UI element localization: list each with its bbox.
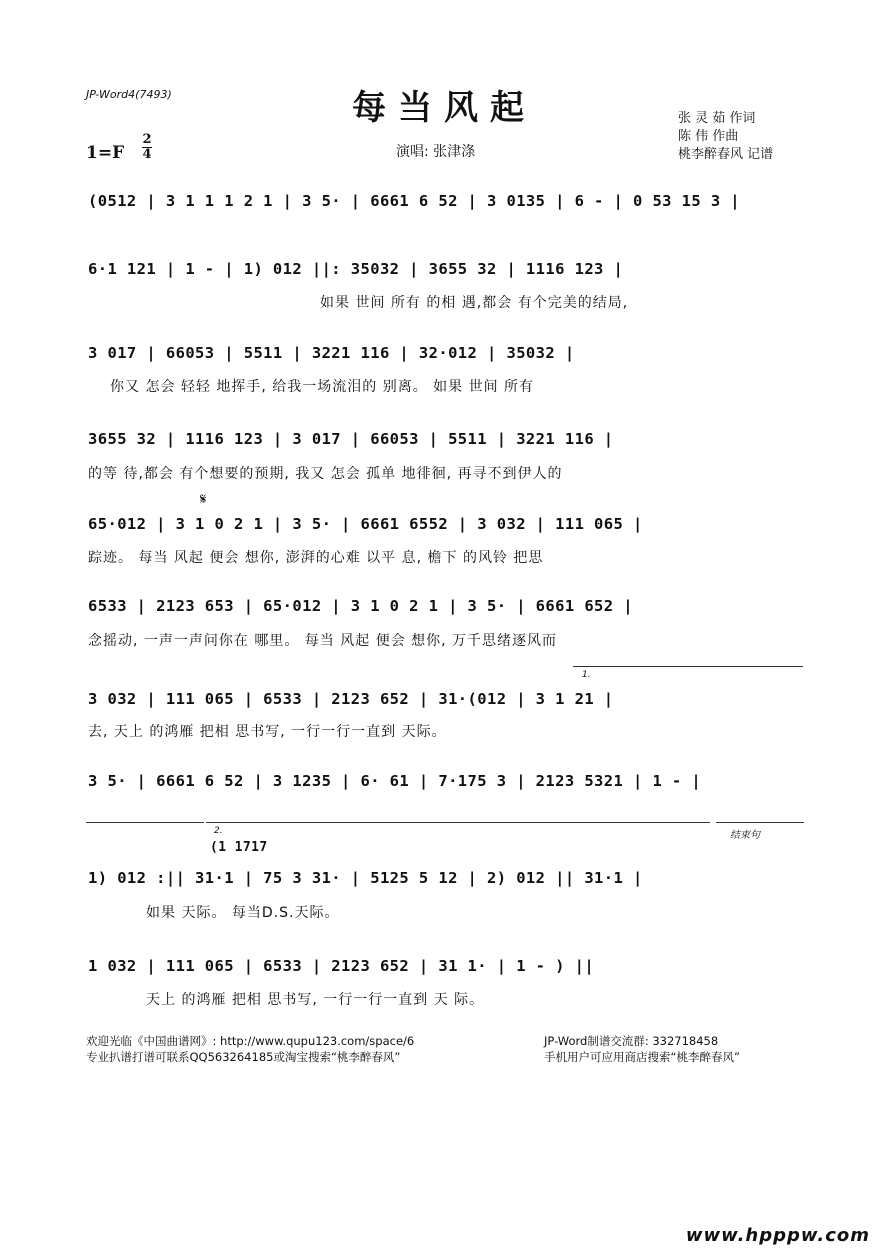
lyrics-line-4: 的等 待,都会 有个想要的预期, 我又 怎会 孤单 地徘徊, 再寻不到伊人的 xyxy=(88,466,563,482)
composer-credit: 陈 伟 作曲 xyxy=(678,129,739,144)
notation-line-4: 3655 32 | 1116 123 | 3 017 | 66053 | 5511 | 3221 116 | xyxy=(88,430,614,448)
lyrics-line-3: 你又 怎会 轻轻 地挥手, 给我一场流泪的 别离。 如果 世间 所有 xyxy=(110,379,535,395)
volta-1-label: 1. xyxy=(582,670,591,680)
segno-sign: 𝄋 xyxy=(200,490,207,508)
notation-line-10: 1 032 | 111 065 | 6533 | 2123 652 | 31 1· | 1 - ) || xyxy=(88,957,595,975)
lyrics-line-5: 踪迹。 每当 风起 便会 想你, 澎湃的心难 以平 息, 檐下 的风铃 把思 xyxy=(88,550,544,566)
singer-credit: 演唱: 张津涤 xyxy=(396,144,476,160)
coda-label: 结束句 xyxy=(730,830,760,841)
lyrics-line-7: 去, 天上 的鸿雁 把相 思书写, 一行一行一直到 天际。 xyxy=(88,724,447,740)
volta-tail-rule xyxy=(86,822,204,823)
footer-group-info: JP-Word制谱交流群: 332718458 xyxy=(544,1034,719,1048)
volta-2-label: 2. xyxy=(214,826,223,836)
notation-line-3: 3 017 | 66053 | 5511 | 3221 116 | 32·012 | 35032 | xyxy=(88,344,575,362)
meter-bottom: 4 xyxy=(142,147,152,162)
song-title: 每当风起 xyxy=(352,88,536,128)
volta-1-bracket xyxy=(573,666,803,667)
notation-line-2: 6·1 121 | 1 - | 1) 012 ||: 35032 | 3655 32 | 1116 123 | xyxy=(88,260,624,278)
notation-line-6: 6533 | 2123 653 | 65·012 | 3 1 0 2 1 | 3 5· | 6661 652 | xyxy=(88,597,633,615)
notation-line-9: 1) 012 :|| 31·1 | 75 3 31· | 5125 5 12 | 2) 012 || 31·1 | xyxy=(88,869,643,887)
lyrics-line-6: 念摇动, 一声一声问你在 哪里。 每当 风起 便会 想你, 万千思绪逐风而 xyxy=(88,633,558,649)
alternate-notes: (1 1717 xyxy=(210,840,268,855)
lyrics-line-2: 如果 世间 所有 的相 遇,都会 有个完美的结局, xyxy=(320,295,629,311)
lyrics-line-9: 如果 天际。 每当D.S.天际。 xyxy=(146,905,340,921)
notation-line-1: (0512 | 3 1 1 1 2 1 | 3 5· | 6661 6 52 | 3 0135 | 6 - | 0 53 15 3 | xyxy=(88,192,741,210)
software-label: JP-Word4(7493) xyxy=(86,88,172,101)
notation-line-5: 65·012 | 3 1 0 2 1 | 3 5· | 6661 6552 | 3 032 | 111 065 | xyxy=(88,515,643,533)
footer-site-info: 欢迎光临《中国曲谱网》: http://www.qupu123.com/space/6 xyxy=(86,1034,415,1048)
time-signature xyxy=(142,134,152,161)
notation-line-7: 3 032 | 111 065 | 6533 | 2123 652 | 31·(012 | 3 1 21 | xyxy=(88,690,614,708)
key-signature: 1=F xyxy=(86,143,125,163)
author-credits xyxy=(678,110,773,164)
footer-app-info: 手机用户可应用商店搜索“桃李醉春风” xyxy=(544,1050,740,1064)
coda-bracket xyxy=(716,822,804,823)
site-watermark: www.hpppw.com xyxy=(685,1225,870,1246)
lyricist-credit: 张 灵 茹 作词 xyxy=(678,111,756,126)
transcriber-credit: 桃李醉春风 记谱 xyxy=(678,147,774,162)
meter-top: 2 xyxy=(142,132,152,147)
notation-line-8: 3 5· | 6661 6 52 | 3 1235 | 6· 61 | 7·175 3 | 2123 5321 | 1 - | xyxy=(88,772,702,790)
lyrics-line-10: 天上 的鸿雁 把相 思书写, 一行一行一直到 天 际。 xyxy=(146,992,485,1008)
volta-2-bracket xyxy=(206,822,710,823)
footer-contact-info: 专业扒谱打谱可联系QQ563264185或淘宝搜索“桃李醉春风” xyxy=(86,1050,401,1064)
